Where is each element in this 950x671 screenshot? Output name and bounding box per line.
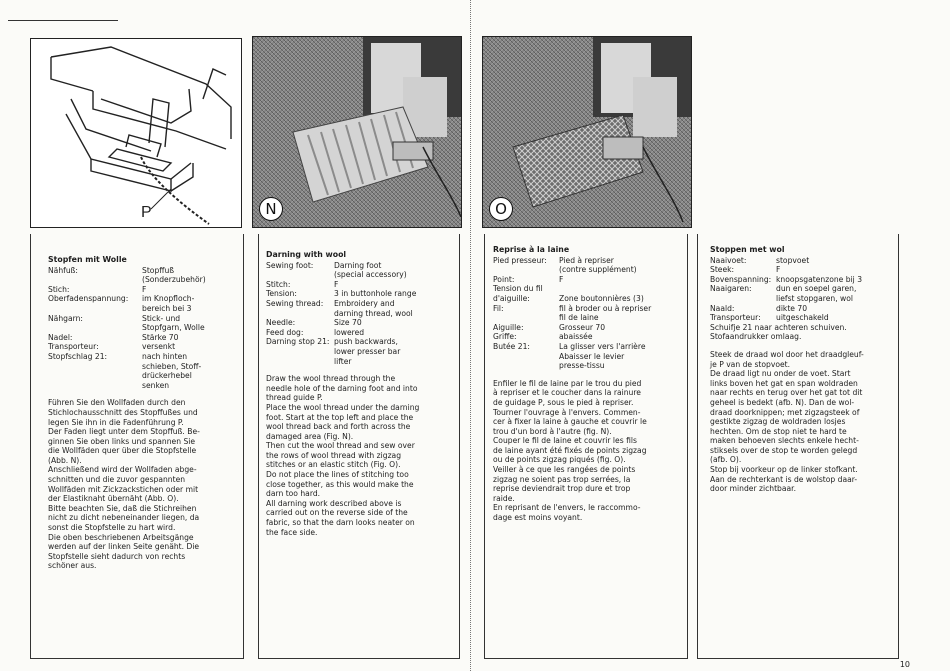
instructions-dutch: Steek de draad wol door het draadgleuf- je P van de stopvoet. De draad ligt nu onder de voet. Start links boven het gat en span woldraden naar rechts en terug over het gat tot dit geheel is bedekt (afb. N). Dan de wol- draad doorknippen; met zigzagsteek of gestikte zigzag de woldraden losjes hechten. Om de stop niet te hard te maken behoeven slechts enkele hecht- stiksels over de stop te worden gelegd (afb. O). Stop bij voorkeur op de linker stofkant. Aan de rechterkant is de wolstop daar- door minder zichtbaar. [710,349,864,494]
column-french [493,245,683,523]
setting-value: 3 in buttonhole range [334,289,417,299]
instructions-german: Führen Sie den Wollfaden durch den Stichlochausschnitt des Stopffußes und legen Sie ihn in die Fadenführung P. Der Faden liegt unter dem Stopffuß. Be- ginnen Sie oben links und spannen Sie die Wollfäden quer über die Stopfstelle (Abb. N). Anschließend wird der Wollfaden abge- schnitten und die zuvor gespannten Wollfäden mit Zickzackstichen oder mit der Elastiknaht übernäht (Abb. O). Bitte beachten Sie, daß die Stichreihen nicht zu dicht nebeneinander liegen, da sonst die Stopfstelle zu hart wird. Die oben beschriebenen Arbeitsgänge werden auf der linken Seite genäht. Die Stopfstelle sieht dadurch von rechts schöner aus. [48,398,200,571]
extra-settings-dutch: Schuifje 21 naar achteren schuiven. Stofaandrukker omlaag. [710,322,847,342]
setting-value: nach hinten schieben, Stoff- drückerhebel senken [142,351,202,390]
setting-value: lowered [334,327,365,337]
page-number: 10 [899,660,910,669]
setting-key: Nähgarn: [48,313,83,323]
setting-key: Aiguille: [493,322,524,332]
photo-darning-threads [253,37,461,227]
setting-value: knoopsgatenzone bij 3 [776,274,863,284]
setting-value: push backwards, lower presser bar lifter [334,337,401,366]
section-title-english: Darning with wool [266,250,347,259]
settings-list-english [266,261,456,367]
column-dutch [710,245,896,494]
setting-value: F [142,284,147,294]
setting-key: Naaigaren: [710,284,752,294]
setting-key: Tension du fil d'aiguille: [493,284,543,303]
setting-value: Zone boutonnières (3) [559,293,644,303]
setting-value: Stopffuß (Sonderzubehör) [142,265,206,285]
setting-value: F [334,279,339,289]
column-english [266,250,456,537]
setting-key: Feed dog: [266,327,304,337]
setting-value: Stärke 70 [142,332,179,342]
setting-key: Bovenspanning: [710,274,772,284]
setting-value: Pied à repriser (contre supplément) [559,255,637,275]
column-german [48,255,240,571]
setting-value: uitgeschakeld [776,313,829,323]
setting-value: dikte 70 [776,303,808,313]
section-title-german: Stopfen mit Wolle [48,255,127,264]
setting-value: stopvoet [776,255,810,265]
setting-key: Griffe: [493,332,517,342]
setting-value: F [776,265,781,275]
instructions-french: Enfiler le fil de laine par le trou du pied à repriser et le coucher dans la rainure de guidage P, sous le pied à repriser. Tourner l'ouvrage à l'envers. Commen- cer à fixer la laine à gauche et couvrir le trou d'un bord à l'autre (fig. N). Couper le fil de laine et couvrir les fils de laine ayant été fixés de points zigzag ou de points zigzag piqués (fig. O). Veiller à ce que les rangées de points zigzag ne soient pas trop serrées, la reprise deviendrait trop dure et trop raide. En reprisant de l'envers, le raccommo- dage est moins voyant. [493,378,647,523]
setting-value: versenkt [142,342,176,352]
setting-key: Needle: [266,318,296,328]
settings-list-german [48,266,240,391]
setting-key: Tension: [266,289,297,299]
photo-zigzag-darn [483,37,691,227]
setting-key: Darning stop 21: [266,337,330,347]
setting-key: Sewing thread: [266,298,324,308]
setting-key: Point: [493,274,515,284]
figure-label-n: N [259,197,283,221]
setting-value: Grosseur 70 [559,322,606,332]
darning-foot-illustration [31,39,241,227]
setting-key: Stopfschlag 21: [48,351,108,361]
setting-key: Stitch: [266,279,291,289]
setting-value: fil à broder ou à repriser fil de laine [559,303,652,323]
setting-value: F [559,274,564,284]
setting-key: Nähfuß: [48,265,78,275]
setting-key: Pied presseur: [493,255,547,265]
top-rule [8,20,118,21]
setting-value: dun en soepel garen, liefst stopgaren, wol [776,284,857,303]
setting-key: Nadel: [48,332,73,342]
setting-key: Naald: [710,303,735,313]
setting-value: Stick- und Stopfgarn, Wolle [142,313,205,333]
setting-value: im Knopfloch- bereich bei 3 [142,294,195,313]
setting-key: Oberfadenspannung: [48,294,129,304]
setting-value: La glisser vers l'arrière Abaisser le levier presse-tissu [559,341,646,371]
setting-key: Transporteur: [710,313,761,323]
settings-list-french [493,256,683,371]
figure-label-p: P [141,204,152,221]
figure-photo-n [252,36,462,228]
setting-key: Naaivoet: [710,255,747,265]
setting-key: Stich: [48,284,70,294]
setting-key: Transporteur: [48,342,99,352]
setting-value: Size 70 [334,318,362,328]
figure-darning-foot-drawing [30,38,242,228]
settings-list-dutch [710,256,896,323]
section-title-french: Reprise à la laine [493,245,570,254]
setting-key: Sewing foot: [266,260,314,270]
page-fold [470,0,471,671]
setting-value: abaissée [559,332,593,342]
figure-photo-o [482,36,692,228]
instructions-english: Draw the wool thread through the needle hole of the darning foot and into thread guide P. Place the wool thread under the darning foot. Start at the top left and place the wool thread back and forth across the damaged area (Fig. N). Then cut the wool thread and sew over the rows of wool thread with zigzag stitches or an elastic stitch (Fig. O). Do not place the lines of stitching too close together, as this would make the darn too hard. All darning work described above is carried out on the reverse side of the fabric, so that the darn looks neater on the face side. [266,374,420,537]
setting-key: Fil: [493,303,504,313]
setting-value: Embroidery and darning thread, wool [334,298,413,318]
setting-value: Darning foot (special accessory) [334,260,407,280]
setting-key: Butée 21: [493,341,530,351]
figure-label-o: O [489,197,513,221]
section-title-dutch: Stoppen met wol [710,245,785,254]
setting-key: Steek: [710,265,735,275]
